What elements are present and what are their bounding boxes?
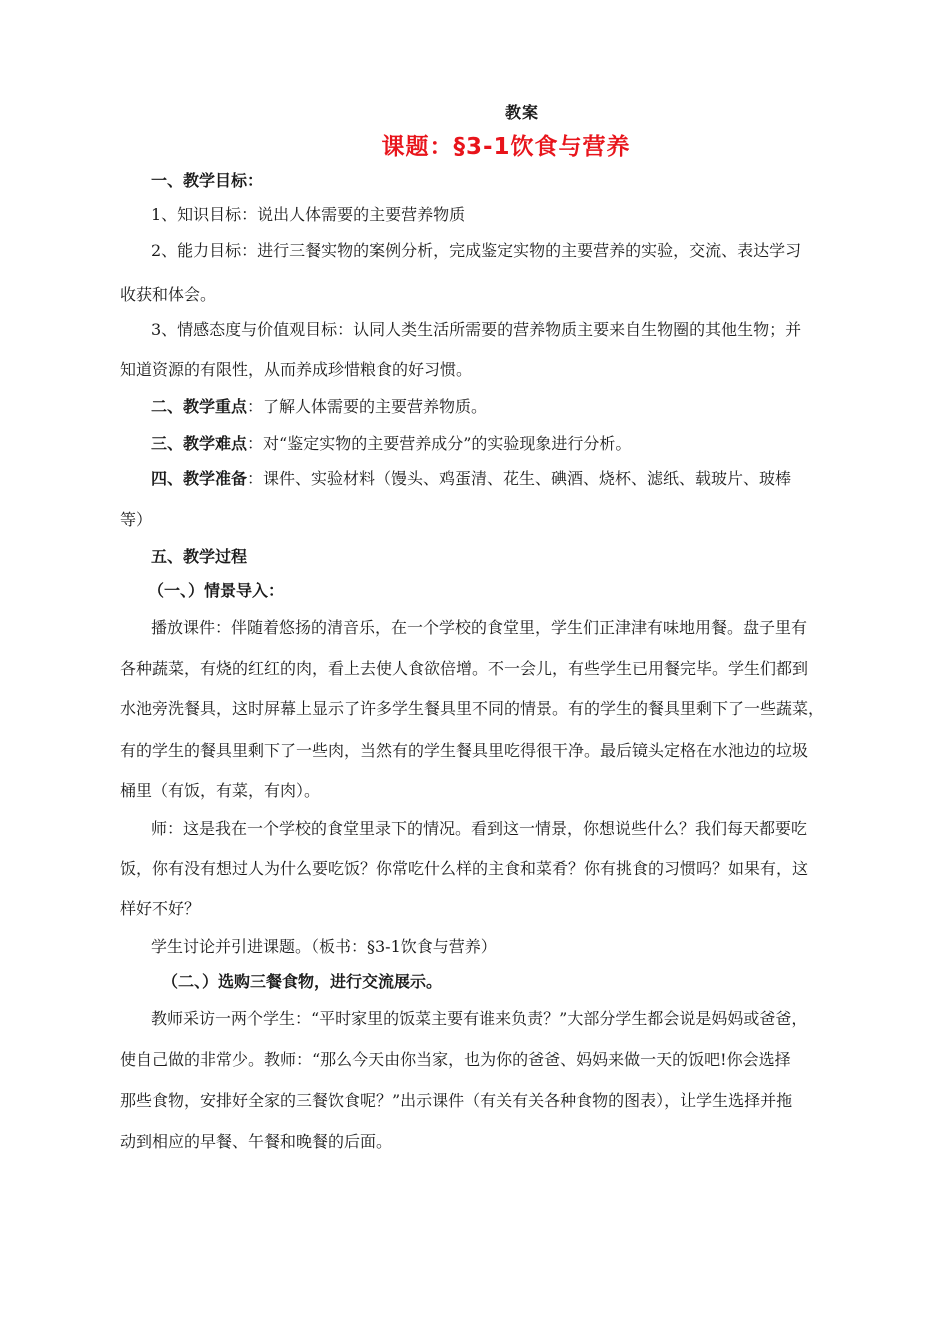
paragraph-line: 动到相应的早餐、午餐和晚餐的后面。 [120, 1132, 393, 1151]
paragraph-line: 桶里（有饭，有菜，有肉）。 [120, 781, 321, 800]
paragraph-line: 样好不好？ [120, 899, 201, 918]
objective-attitude-line1: 3、情感态度与价值观目标：认同人类生活所需要的营养物质主要来自生物圈的其他生物；并 [151, 320, 802, 339]
paragraph-line: 水池旁洗餐具，这时屏幕上显示了许多学生餐具里不同的情景。有的学生的餐具里剩下了一些蔬菜， [120, 699, 825, 718]
key-point [151, 396, 487, 418]
paragraph-line: 学生讨论并引进课题。（板书：§3-1饮食与营养） [151, 937, 497, 956]
subsection-intro-heading: （一、）情景导入： [148, 581, 285, 600]
key-point-heading: 二、教学重点 [151, 397, 248, 416]
preparation-heading: 四、教学准备 [151, 469, 248, 488]
key-point-text: ：了解人体需要的主要营养物质。 [247, 397, 488, 416]
paragraph-line: 使自己做的非常少。教师：“那么今天由你当家，也为你的爸爸、妈妈来做一天的饭吧!你会选择 [120, 1050, 791, 1069]
preparation-line2: 等） [120, 510, 153, 529]
difficult-point-heading: 三、教学难点 [151, 434, 248, 453]
objective-ability-line1: 2、能力目标：进行三餐实物的案例分析，完成鉴定实物的主要营养的实验，交流、表达学习 [151, 241, 802, 260]
paragraph-line: 师：这是我在一个学校的食堂里录下的情况。看到这一情景，你想说些什么？我们每天都要吃 [151, 819, 808, 838]
document-label: 教案 [504, 103, 539, 122]
objective-knowledge: 1、知识目标：说出人体需要的主要营养物质 [151, 205, 466, 224]
paragraph-line: 教师采访一两个学生：“平时家里的饭菜主要有谁来负责？”大部分学生都会说是妈妈或爸爸， [151, 1009, 808, 1028]
paragraph-line: 那些食物，安排好全家的三餐饮食呢？”出示课件（有关有关各种食物的图表），让学生选择并拖 [120, 1091, 793, 1110]
paragraph-line: 饭，你有没有想过人为什么要吃饭？你常吃什么样的主食和菜肴？你有挑食的习惯吗？如果有，这 [120, 859, 809, 878]
objective-ability-line2: 收获和体会。 [120, 285, 217, 304]
difficult-point-text: ：对“鉴定实物的主要营养成分”的实验现象进行分析。 [247, 434, 632, 453]
lesson-title: 课题：§3-1饮食与营养 [381, 134, 631, 160]
paragraph-line: 各种蔬菜，有烧的红红的肉，看上去使人食欲倍增。不一会儿，有些学生已用餐完毕。学生们都到 [120, 659, 809, 678]
paragraph-line: 有的学生的餐具里剩下了一些肉，当然有的学生餐具里吃得很干净。最后镜头定格在水池边的垃圾 [120, 741, 809, 760]
preparation-line1 [151, 468, 791, 490]
preparation-text: ：课件、实验材料（馒头、鸡蛋清、花生、碘酒、烧杯、滤纸、载玻片、玻棒 [247, 469, 792, 488]
section-heading-objectives: 一、教学目标： [151, 171, 264, 190]
paragraph-line: 播放课件：伴随着悠扬的清音乐，在一个学校的食堂里，学生们正津津有味地用餐。盘子里有 [151, 618, 808, 637]
subsection-meals-heading: （二、）选购三餐食物，进行交流展示。 [162, 972, 443, 991]
objective-attitude-line2: 知道资源的有限性，从而养成珍惜粮食的好习惯。 [120, 360, 473, 379]
section-heading-process: 五、教学过程 [151, 547, 248, 566]
difficult-point [151, 433, 631, 455]
